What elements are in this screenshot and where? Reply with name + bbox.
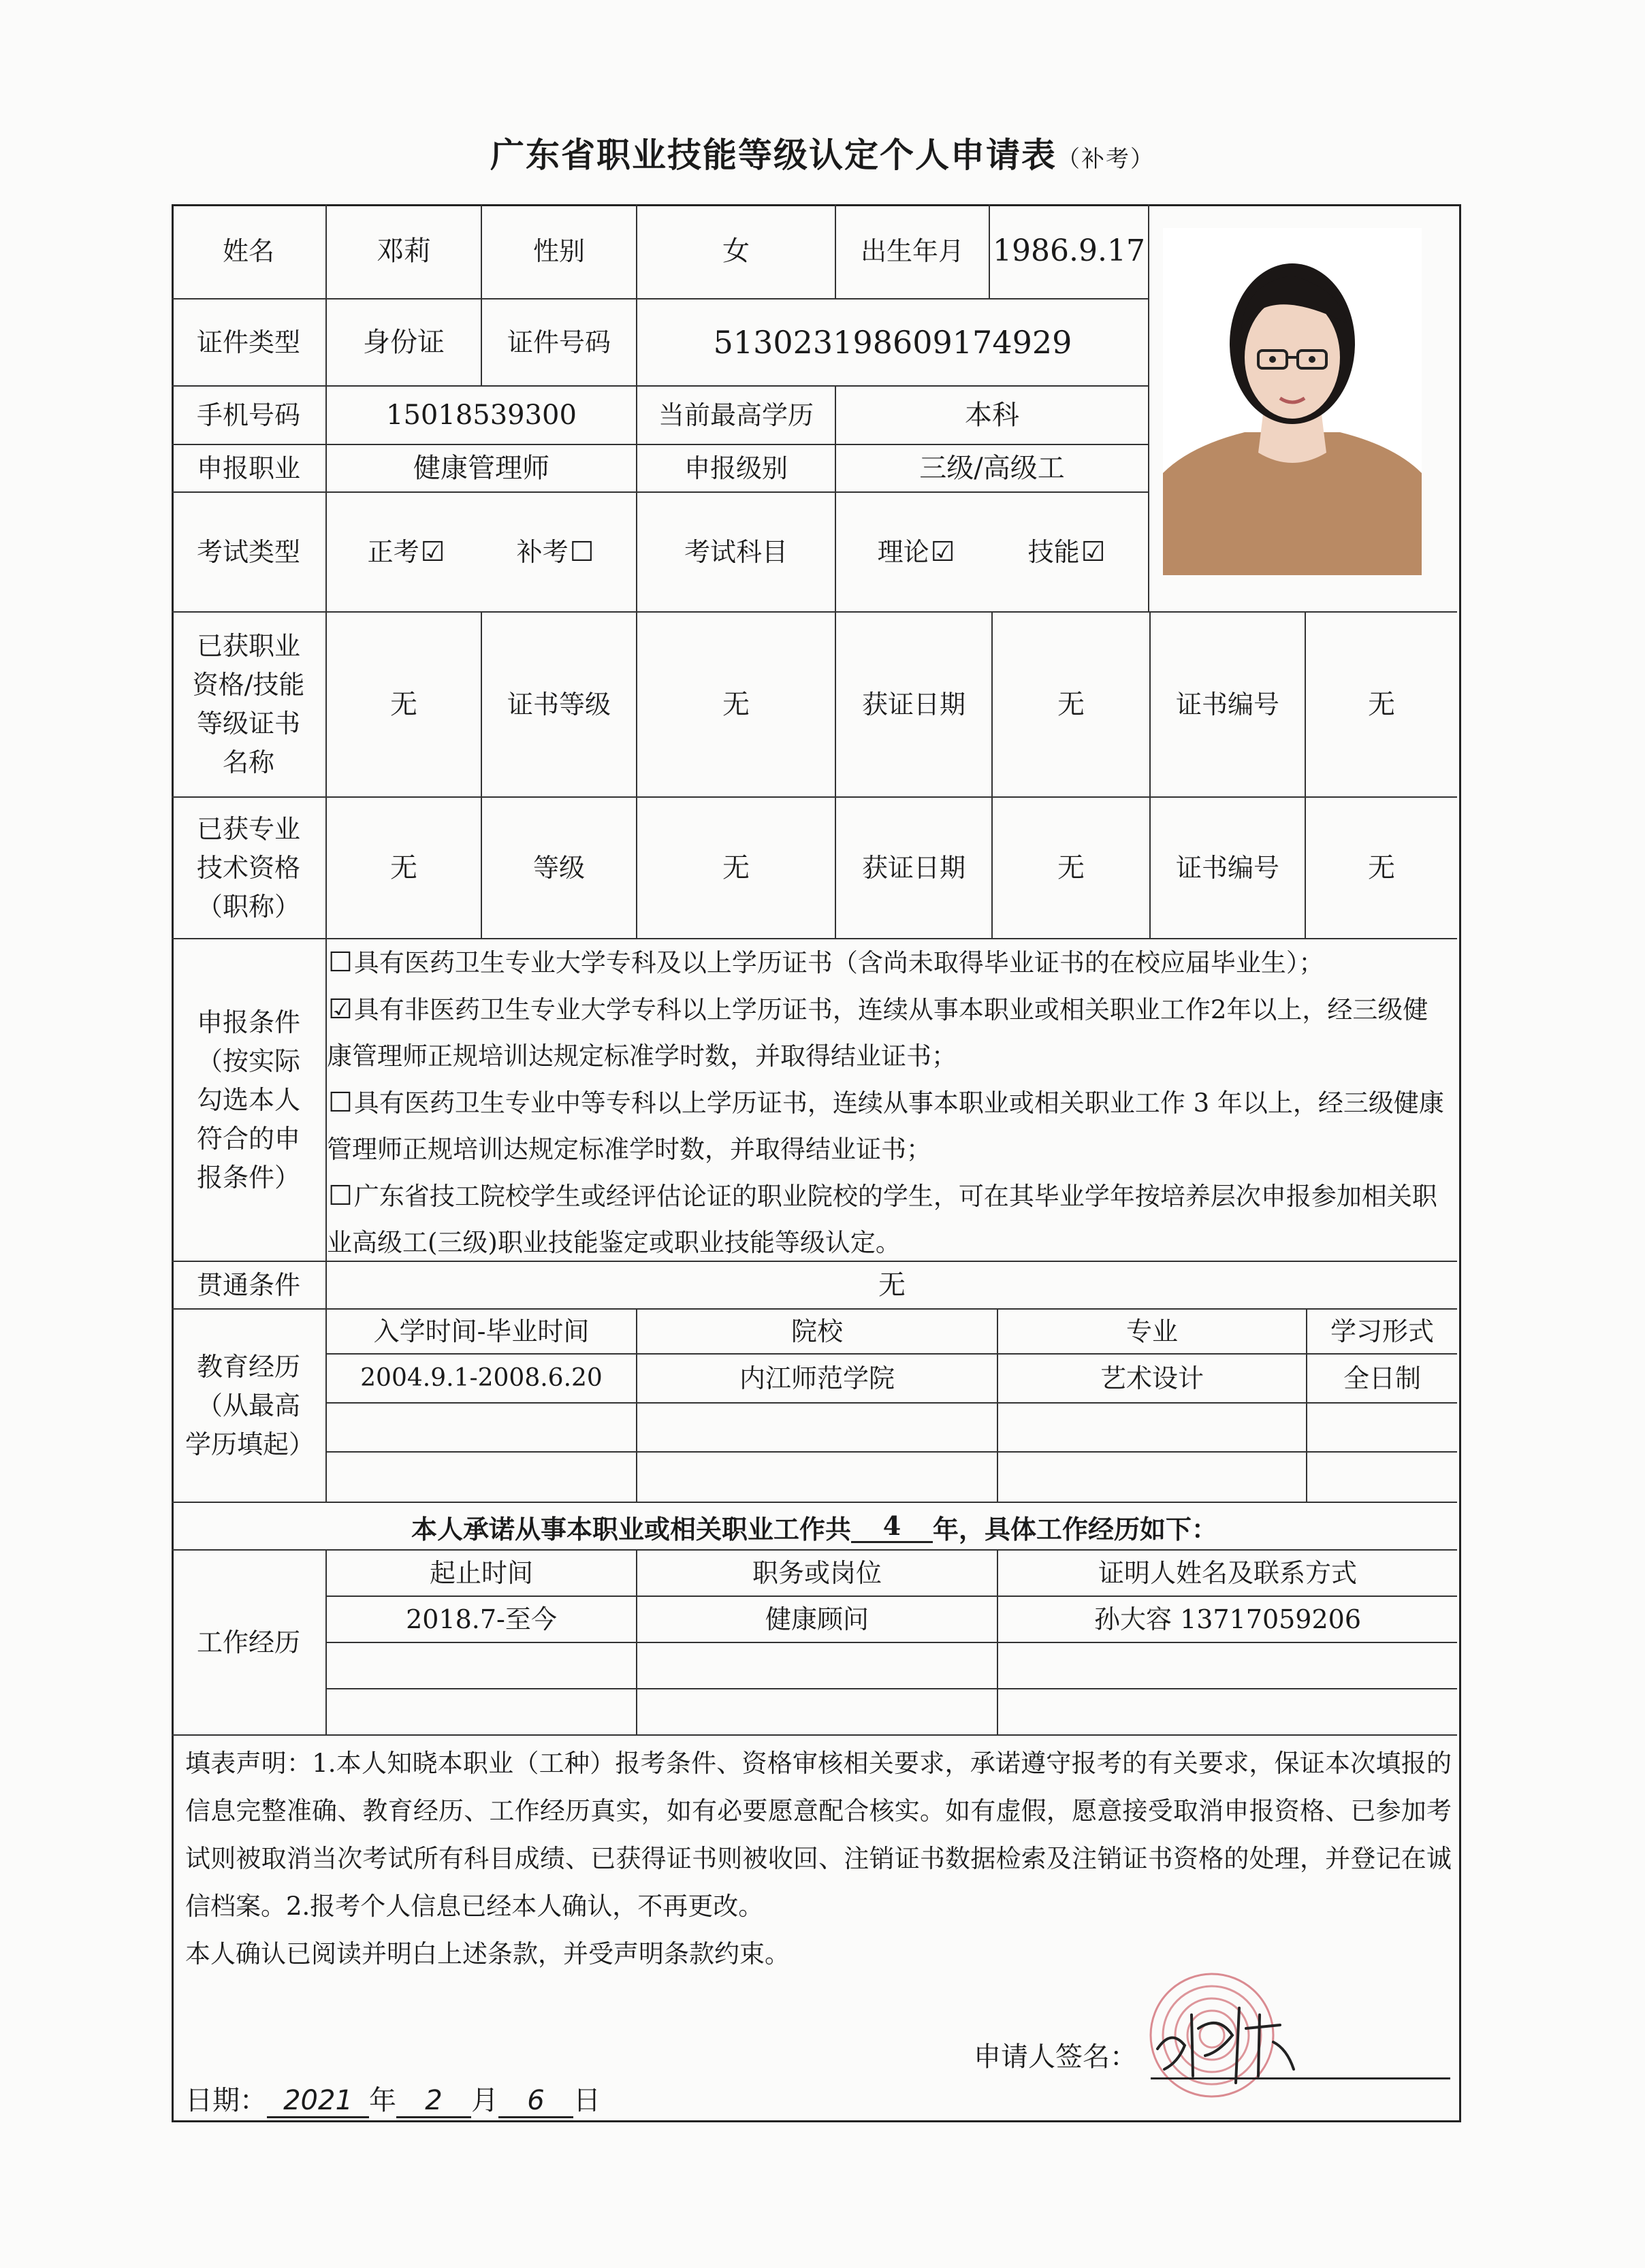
checkbox-checked-icon: ☑ <box>420 536 445 568</box>
applicant-photo <box>1149 211 1435 592</box>
work-cell <box>637 1689 998 1736</box>
education-header-major: 专业 <box>998 1310 1307 1355</box>
education-cell <box>998 1404 1307 1453</box>
commitment-statement <box>172 1503 1457 1551</box>
professional-number-value: 无 <box>1306 798 1457 939</box>
name-label: 姓名 <box>172 204 327 299</box>
work-cell <box>998 1643 1457 1689</box>
work-cell: 健康顾问 <box>637 1597 998 1643</box>
education-note: （从最高学历填起） <box>185 1390 315 1459</box>
work-cell <box>998 1689 1457 1736</box>
date-year-unit: 年 <box>369 2085 396 2116</box>
signature-handwriting <box>1151 1988 1300 2090</box>
certificate-grade-label: 证书等级 <box>482 613 637 798</box>
id-number-label: 证件号码 <box>482 299 637 387</box>
job-value: 健康管理师 <box>327 445 637 493</box>
id-type-label: 证件类型 <box>172 299 327 387</box>
checkbox-unchecked-icon: ☐ <box>328 1180 353 1212</box>
education-level-value: 本科 <box>836 387 1149 445</box>
conditions-label: 申报条件 <box>196 1007 300 1037</box>
date-day: 6 <box>498 2085 573 2118</box>
commitment-years: 4 <box>851 1510 933 1543</box>
condition-item[interactable]: ☑具有非医药卫生专业大学专科以上学历证书，连续从事本职业或相关职业工作2年以上，经三级健康管理师正规培训达规定标准学时数，并取得结业证书； <box>327 986 1450 1080</box>
theory-option[interactable] <box>878 532 957 572</box>
exam-type-options <box>327 493 637 613</box>
gender-label: 性别 <box>482 204 637 299</box>
date-year: 2021 <box>267 2085 369 2118</box>
declaration-text: 填表声明：1.本人知晓本职业（工种）报考条件、资格审核相关要求，承诺遵守报考的有关要求，保证本次填报的信息完整准确、教育经历、工作经历真实，如有必要愿意配合核实。如有虚假，愿意接受取消申报资格、已参加考试则被取消当次考试所有科目成绩、已获得证书则被收回、注销证书数据检索及注销证书资格的处理，并登记在诚信档案。2.报考个人信息已经本人确认，不再更改。 <box>185 1749 1452 1921</box>
education-cell <box>637 1404 998 1453</box>
professional-title-label: 已获专业技术资格（职称） <box>172 798 327 939</box>
certificate-number-label: 证书编号 <box>1151 613 1306 798</box>
work-cell: 2018.7-至今 <box>327 1597 637 1643</box>
education-cell: 内江师范学院 <box>637 1355 998 1404</box>
birth-value: 1986.9.17 <box>990 204 1149 299</box>
work-header-referee: 证明人姓名及联系方式 <box>998 1551 1457 1597</box>
phone-label: 手机号码 <box>172 387 327 445</box>
work-label: 工作经历 <box>172 1551 327 1736</box>
phone-value: 15018539300 <box>327 387 637 445</box>
certificate-date-value: 无 <box>993 613 1151 798</box>
page-title <box>0 128 1645 177</box>
theory-label: 理论 <box>877 537 929 567</box>
professional-title-name: 无 <box>327 798 482 939</box>
job-label: 申报职业 <box>172 445 327 493</box>
makeup-exam-label: 补考 <box>516 537 569 567</box>
education-cell <box>1307 1404 1457 1453</box>
work-cell: 孙大容 13717059206 <box>998 1597 1457 1643</box>
level-value: 三级/高级工 <box>836 445 1149 493</box>
date-month-unit: 月 <box>471 2085 498 2116</box>
qualification-name: 无 <box>327 613 482 798</box>
skill-label: 技能 <box>1027 537 1080 567</box>
education-header-school: 院校 <box>637 1310 998 1355</box>
conditions-note: （按实际勾选本人符合的申报条件） <box>196 1046 300 1193</box>
education-cell <box>637 1453 998 1503</box>
professional-grade-label: 等级 <box>482 798 637 939</box>
work-header-period: 起止时间 <box>327 1551 637 1597</box>
professional-number-label: 证书编号 <box>1151 798 1306 939</box>
work-cell <box>327 1643 637 1689</box>
condition-item[interactable]: ☐具有医药卫生专业大学专科及以上学历证书（含尚未取得毕业证书的在校应届毕业生）； <box>327 939 1450 986</box>
signature-line <box>1151 2077 1450 2079</box>
education-cell <box>327 1404 637 1453</box>
education-cell <box>998 1453 1307 1503</box>
id-type-value: 身份证 <box>327 299 482 387</box>
education-cell <box>1307 1453 1457 1503</box>
professional-date-value: 无 <box>993 798 1151 939</box>
title-suffix: （补考） <box>1057 146 1155 173</box>
date-label: 日期： <box>185 2085 267 2116</box>
condition-item[interactable]: ☐广东省技工院校学生或经评估论证的职业院校的学生，可在其毕业学年按培养层次申报参加相关职业高级工(三级)职业技能鉴定或职业技能等级认定。 <box>327 1173 1450 1266</box>
checkbox-unchecked-icon: ☐ <box>328 1087 353 1118</box>
education-cell: 艺术设计 <box>998 1355 1307 1404</box>
name-value: 邓莉 <box>327 204 482 299</box>
through-condition-label: 贯通条件 <box>172 1262 327 1310</box>
education-level-label: 当前最高学历 <box>637 387 836 445</box>
signature-label: 申请人签名： <box>974 2041 1137 2073</box>
date-field <box>185 2079 601 2118</box>
education-cell <box>327 1453 637 1503</box>
work-cell <box>637 1643 998 1689</box>
work-header-position: 职务或岗位 <box>637 1551 998 1597</box>
professional-date-label: 获证日期 <box>836 798 993 939</box>
work-cell <box>327 1689 637 1736</box>
declaration-confirm: 本人确认已阅读并明白上述条款，并受声明条款约束。 <box>185 1939 790 1969</box>
portrait-image <box>1163 228 1422 575</box>
gender-value: 女 <box>637 204 836 299</box>
checkbox-checked-icon: ☑ <box>930 536 955 568</box>
birth-label: 出生年月 <box>836 204 990 299</box>
checkbox-unchecked-icon: ☐ <box>569 536 594 568</box>
conditions-list <box>327 939 1450 1266</box>
checkbox-checked-icon: ☑ <box>1081 536 1106 568</box>
regular-exam-label: 正考 <box>367 537 419 567</box>
condition-item[interactable]: ☐具有医药卫生专业中等专科以上学历证书，连续从事本职业或相关职业工作 3 年以上，经三级健康管理师正规培训达规定标准学时数，并取得结业证书； <box>327 1080 1450 1173</box>
certificate-date-label: 获证日期 <box>836 613 993 798</box>
level-label: 申报级别 <box>637 445 836 493</box>
education-label-cell <box>172 1310 327 1503</box>
education-cell: 全日制 <box>1307 1355 1457 1404</box>
checkbox-unchecked-icon: ☐ <box>328 947 353 978</box>
professional-grade-value: 无 <box>637 798 836 939</box>
education-cell: 2004.9.1-2008.6.20 <box>327 1355 637 1404</box>
exam-subject-options <box>836 493 1149 613</box>
checkbox-checked-icon: ☑ <box>328 994 353 1025</box>
skill-option[interactable] <box>1028 532 1107 572</box>
certificate-number-value: 无 <box>1306 613 1457 798</box>
date-month: 2 <box>396 2085 471 2118</box>
through-condition-value: 无 <box>327 1262 1457 1310</box>
declaration <box>185 1740 1452 1978</box>
makeup-exam-option[interactable] <box>517 532 596 572</box>
exam-subject-label: 考试科目 <box>637 493 836 613</box>
id-number-value: 513023198609174929 <box>637 299 1149 387</box>
conditions-label-cell <box>172 939 327 1262</box>
education-header-time: 入学时间-毕业时间 <box>327 1310 637 1355</box>
qualification-label: 已获职业资格/技能等级证书名称 <box>172 613 327 798</box>
education-label: 教育经历 <box>196 1351 300 1382</box>
certificate-grade-value: 无 <box>637 613 836 798</box>
commitment-suffix: 年，具体工作经历如下： <box>933 1513 1218 1544</box>
regular-exam-option[interactable] <box>368 532 447 572</box>
date-day-unit: 日 <box>573 2085 601 2116</box>
education-header-mode: 学习形式 <box>1307 1310 1457 1355</box>
exam-type-label: 考试类型 <box>172 493 327 613</box>
commitment-prefix: 本人承诺从事本职业或相关职业工作共 <box>411 1513 851 1544</box>
title-text: 广东省职业技能等级认定个人申请表 <box>490 135 1057 175</box>
